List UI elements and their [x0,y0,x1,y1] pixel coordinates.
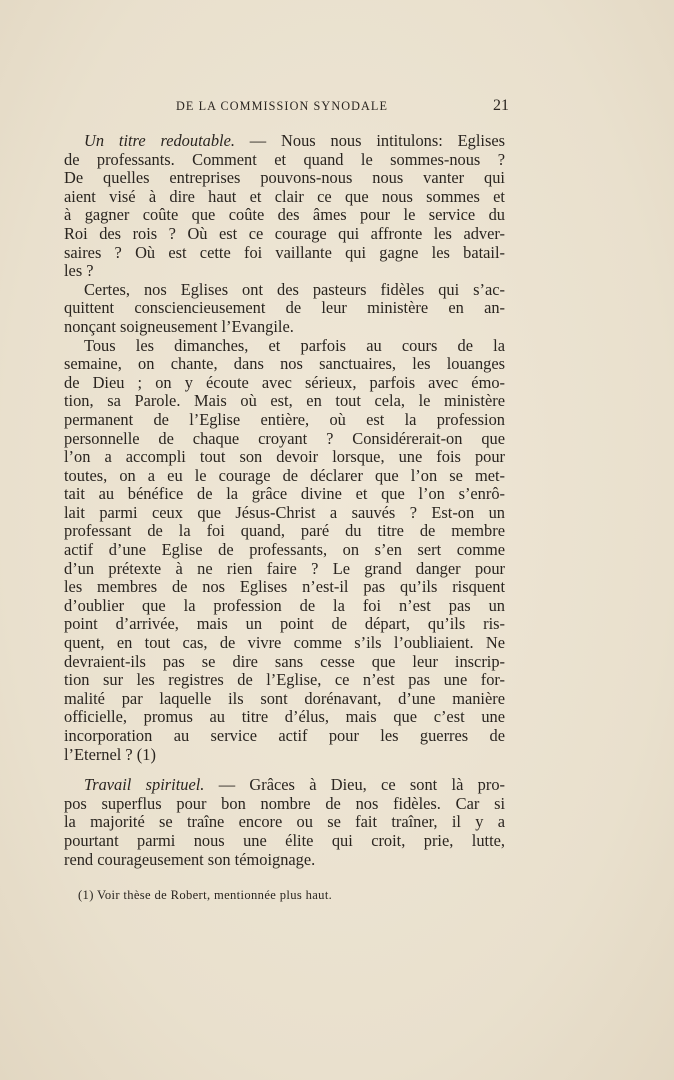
paragraph-2-line: Certes, nos Eglises ont des pasteurs fidèles qui s’ac- [84,279,505,299]
page-number: 21 [493,97,509,114]
paragraph-3-line: point d’arrivée, mais un point de départ, qu’ils ris- [64,614,505,634]
paragraph-3-line: de Dieu ; on y écoute avec sérieux, parfois avec émo- [64,372,505,392]
paragraph-3-line: devraient-ils pas se dire sans cesse que leur inscrip- [64,651,505,671]
paragraph-3-line: actif d’une Eglise de professants, on s’en sert comme [64,540,505,560]
paragraph-3-line: les membres de nos Eglises n’est-il pas qu’ils risquent [64,577,505,597]
paragraph-3-line: personnelle de chaque croyant ? Considérerait-on que [64,428,505,448]
paragraph-2-line: quittent consciencieusement de leur ministère en an- [64,298,505,318]
body-text [64,132,505,869]
paragraph-3-line: incorporation au service actif pour les guerres de [64,726,505,745]
paragraph-1-line: Un titre redoutable. — Nous nous intitulons: Eglises [84,131,506,150]
paragraph-3-line: tion, sa Parole. Mais où est, en tout cela, le ministère [64,391,505,411]
section-heading-un-titre-redoutable: Un titre redoutable. [84,131,235,150]
paragraph-3-line: l’on a accompli tout son devoir lorsque, une fois pour [64,447,505,467]
paragraph-3-line: d’oublier que la profession de la foi n’est pas un [64,595,505,615]
paragraph-3-line: l’Eternel ? (1) [64,744,156,764]
paragraph-1-line: à gagner coûte que coûte des âmes pour le service du [64,205,505,225]
paragraph-3-line: quent, en tout cas, de vivre comme s’ils l’oubliaient. Ne [64,633,505,653]
paragraph-1-line: De quelles entreprises pouvons-nous nous vanter qui [64,168,505,188]
running-head: DE LA COMMISSION SYNODALE [176,99,389,113]
paragraph-1-line: saires ? Où est cette foi vaillante qui gagne les batail- [64,242,505,262]
paragraph-3-line: tait au bénéfice de la grâce divine et que l’on s’enrô- [64,484,505,504]
page-header [64,97,509,115]
paragraph-1-line: Roi des rois ? Où est ce courage qui affronte les adver- [64,223,505,243]
paragraph-3-line: professant de la foi quand, paré du titre de membre [64,521,505,541]
paragraph-3-line: tion sur les registres de l’Eglise, ce n’est pas une for- [64,670,505,690]
paragraph-3-line: permanent de l’Eglise entière, où est la profession [64,409,505,429]
paragraph-3-line: Tous les dimanches, et parfois au cours de la [84,335,505,355]
paragraph-3-line: semaine, on chante, dans nos sanctuaires, les louanges [64,354,505,374]
paragraph-3-line: malité par laquelle ils sont dorénavant, d’une manière [64,688,505,708]
paragraph-4-line: rend courageusement son témoignage. [64,849,316,869]
paragraph-4-line: pos superflus pour bon nombre de nos fidèles. Car si [64,793,505,813]
paragraph-1-line: aient visé à dire haut et clair ce que nous sommes et [64,186,505,206]
paragraph-4-line: Travail spirituel. — Grâces à Dieu, ce sont là pro- [84,775,505,795]
paragraph-1-line: les ? [64,261,94,281]
paragraph-4-line: la majorité se traîne encore ou se fait traîner, il y a [64,812,505,832]
section-heading-travail-spirituel: Travail spirituel. [84,775,205,795]
paragraph-3-line: officielle, promus au titre d’élus, mais que c’est une [64,707,505,727]
paragraph-2-line: nonçant soigneusement l’Evangile. [64,316,294,336]
paragraph-4-line: pourtant parmi nous une élite qui croit, prie, lutte, [64,830,505,850]
paragraph-3-line: lait parmi ceux que Jésus-Christ a sauvés ? Est-on un [64,502,505,522]
paragraph-3-line: d’un prétexte à ne rien faire ? Le grand danger pour [64,558,505,578]
paragraph-3-line: toutes, on a eu le courage de déclarer que l’on se met- [64,465,505,485]
paragraph-1-line: de professants. Comment et quand le sommes-nous ? [64,149,505,169]
footnote: (1) Voir thèse de Robert, mentionnée plus haut. [78,888,333,902]
